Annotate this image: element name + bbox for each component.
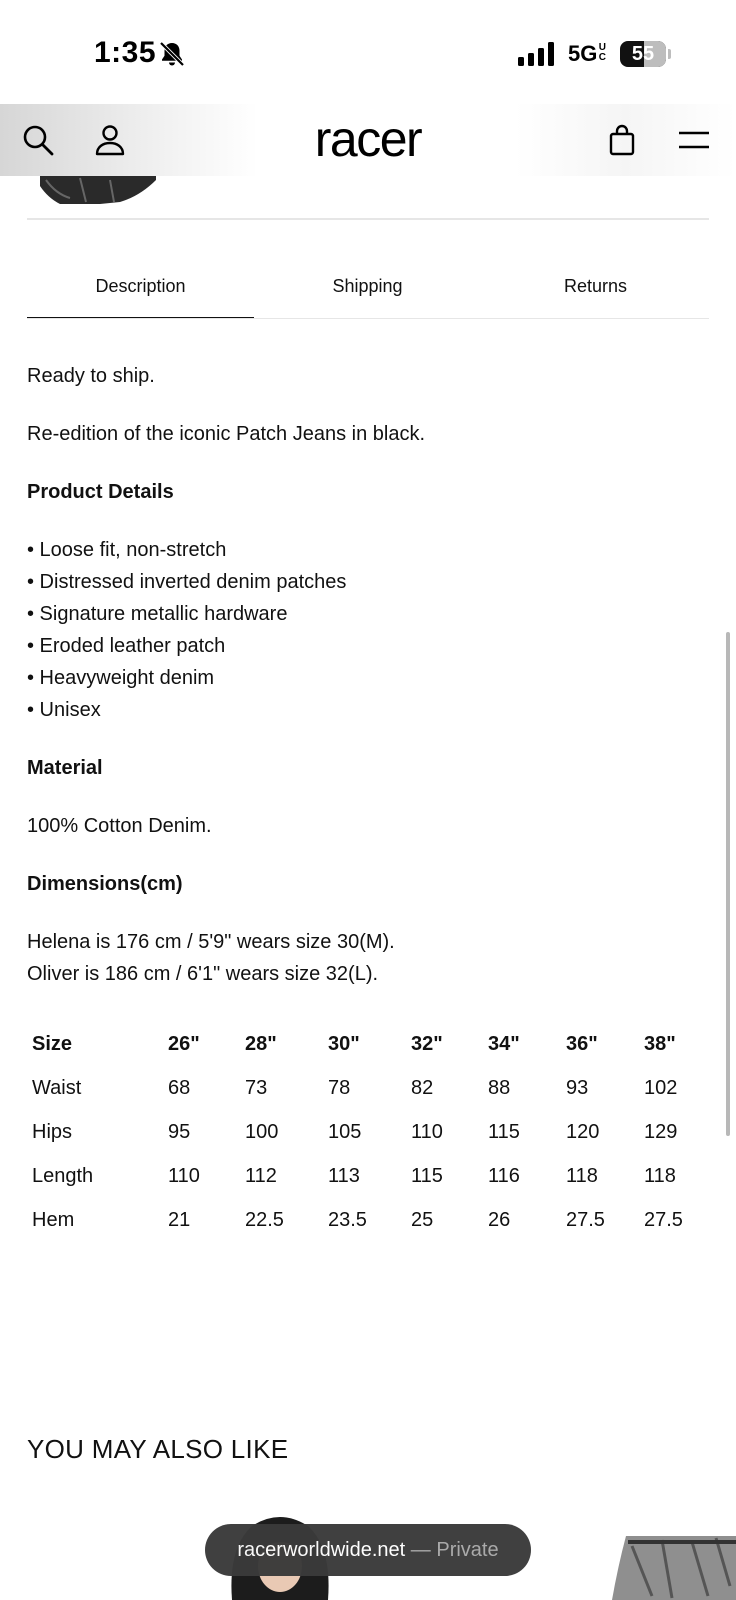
- table-cell: 21: [168, 1208, 191, 1231]
- table-cell: 116: [488, 1164, 520, 1187]
- detail-item: • Unisex: [27, 699, 101, 721]
- table-cell: 110: [411, 1120, 443, 1143]
- table-header: 34": [488, 1032, 520, 1055]
- table-cell: Length: [32, 1164, 94, 1187]
- table-cell: Hem: [32, 1208, 75, 1231]
- table-cell: 26: [488, 1208, 511, 1231]
- network-sup: UC: [598, 42, 606, 63]
- table-cell: 82: [411, 1076, 434, 1099]
- site-header: [0, 104, 736, 176]
- table-row: [27, 1154, 709, 1198]
- product-details-heading: Product Details: [27, 481, 174, 503]
- table-cell: 27.5: [644, 1208, 683, 1231]
- battery-indicator: [620, 41, 666, 67]
- network-type: 5GUC: [568, 41, 606, 66]
- detail-item: • Loose fit, non-stretch: [27, 539, 227, 561]
- table-row: [27, 1110, 709, 1154]
- battery-percent: 55: [631, 43, 655, 65]
- status-bar: [0, 0, 736, 104]
- table-cell: 68: [168, 1076, 191, 1099]
- material-text: 100% Cotton Denim.: [27, 815, 212, 837]
- status-time: 1:35: [94, 36, 157, 69]
- table-cell: 105: [328, 1120, 362, 1143]
- table-cell: 88: [488, 1076, 511, 1099]
- table-cell: 112: [245, 1164, 277, 1187]
- info-tabs: [27, 262, 709, 320]
- tab-shipping[interactable]: Shipping: [332, 276, 403, 296]
- table-cell: 129: [644, 1120, 678, 1143]
- divider: [27, 218, 709, 220]
- model-info: Oliver is 186 cm / 6'1" wears size 32(L).: [27, 963, 379, 985]
- private-label: — Private: [410, 1539, 499, 1561]
- table-cell: 120: [566, 1120, 600, 1143]
- table-header: Size: [32, 1032, 73, 1055]
- table-cell: 73: [245, 1076, 268, 1099]
- description-content: [27, 360, 709, 990]
- table-header: 36": [566, 1032, 598, 1055]
- detail-item: • Eroded leather patch: [27, 635, 226, 657]
- table-header: 32": [411, 1032, 443, 1055]
- model-info: Helena is 176 cm / 5'9" wears size 30(M).: [27, 931, 395, 953]
- scrollbar[interactable]: [726, 632, 730, 1136]
- product-image[interactable]: [40, 176, 156, 204]
- table-cell: 115: [488, 1120, 520, 1143]
- table-cell: 113: [328, 1164, 360, 1187]
- table-header: 30": [328, 1032, 360, 1055]
- site-logo[interactable]: racer: [314, 111, 422, 167]
- tab-description[interactable]: Description: [95, 276, 186, 296]
- table-cell: 22.5: [245, 1208, 284, 1231]
- detail-item: • Signature metallic hardware: [27, 603, 288, 625]
- table-cell: 78: [328, 1076, 351, 1099]
- table-header: 38": [644, 1032, 676, 1055]
- table-cell: 102: [644, 1076, 678, 1099]
- tab-returns[interactable]: Returns: [563, 276, 628, 296]
- table-row: [27, 1198, 709, 1242]
- recommendations-heading: YOU MAY ALSO LIKE: [27, 1434, 289, 1464]
- table-cell: 110: [168, 1164, 200, 1187]
- ready-text: Ready to ship.: [27, 365, 155, 387]
- table-cell: 23.5: [328, 1208, 367, 1231]
- detail-item: • Heavyweight denim: [27, 667, 215, 689]
- table-header: 28": [245, 1032, 277, 1055]
- url-domain: racerworldwide.net: [237, 1539, 406, 1561]
- cellular-signal-icon: [518, 42, 556, 66]
- table-cell: 27.5: [566, 1208, 605, 1231]
- table-cell: 25: [411, 1208, 434, 1231]
- recommended-product-image[interactable]: [612, 1536, 736, 1600]
- table-cell: 93: [566, 1076, 589, 1099]
- dimensions-heading: Dimensions(cm): [27, 873, 183, 895]
- table-row: [27, 1066, 709, 1110]
- table-cell: 118: [566, 1164, 598, 1187]
- bag-icon[interactable]: [604, 122, 640, 158]
- table-cell: Hips: [32, 1120, 73, 1143]
- battery-nub: [668, 49, 671, 59]
- size-chart-table: [27, 1022, 709, 1242]
- bell-muted-icon: [158, 40, 186, 68]
- table-cell: 100: [245, 1120, 279, 1143]
- table-cell: Waist: [32, 1076, 82, 1099]
- tabs-divider: [27, 318, 709, 319]
- table-header: 26": [168, 1032, 200, 1055]
- table-cell: 115: [411, 1164, 443, 1187]
- table-header-row: [27, 1022, 709, 1066]
- table-cell: 95: [168, 1120, 191, 1143]
- browser-url-bar[interactable]: [205, 1524, 531, 1576]
- table-cell: 118: [644, 1164, 676, 1187]
- detail-item: • Distressed inverted denim patches: [27, 571, 347, 593]
- material-heading: Material: [27, 757, 103, 779]
- intro-text: Re-edition of the iconic Patch Jeans in black.: [27, 423, 425, 445]
- menu-icon[interactable]: [676, 122, 712, 158]
